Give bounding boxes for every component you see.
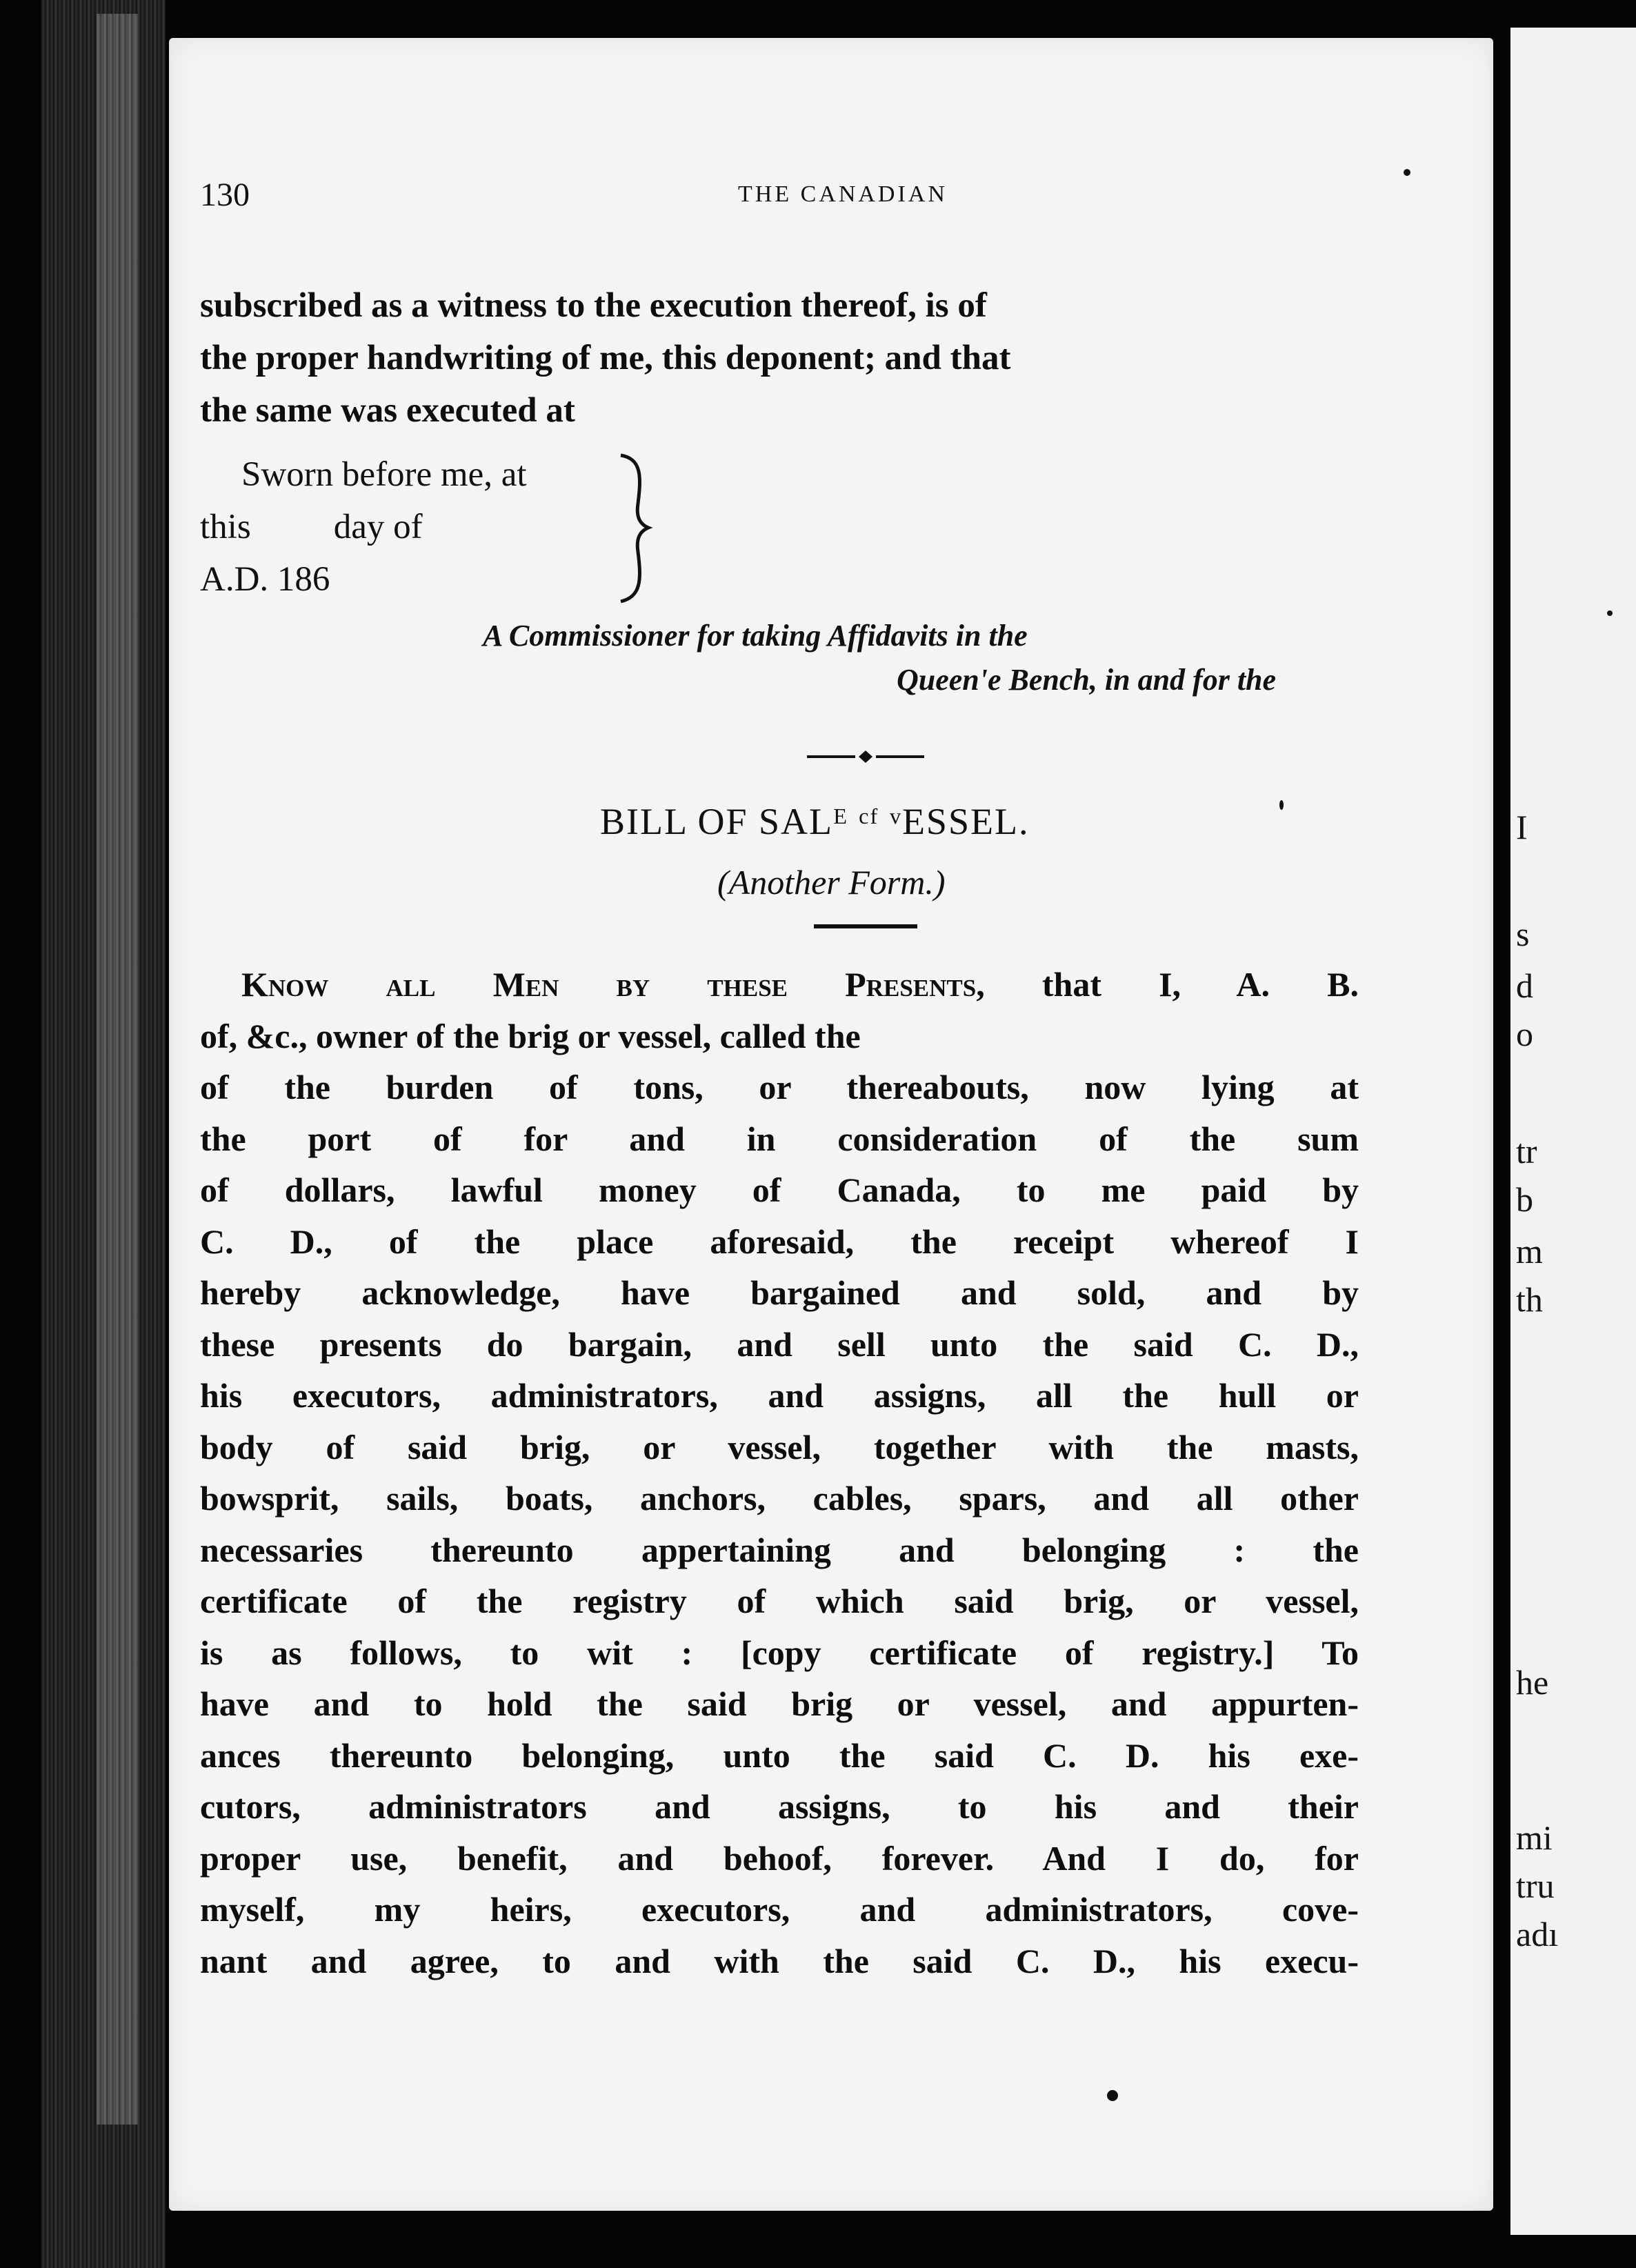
opening-rest: that I, A. B. <box>1041 965 1359 1004</box>
scan-speck <box>1279 800 1284 810</box>
sworn-block <box>200 448 821 606</box>
commissioner-line-1: A Commissioner for taking Affidavits in the <box>483 619 1028 653</box>
commissioner-signature-line <box>483 614 1276 702</box>
page-number: 130 <box>200 177 250 213</box>
right-brace-icon <box>614 448 655 607</box>
scan-speck <box>1404 169 1410 176</box>
body-line: myself, my heirs, executors, and administrators, cove- <box>200 1890 1359 1929</box>
scan-speck <box>1607 610 1613 616</box>
facing-fragment: tru <box>1516 1867 1555 1905</box>
body-line: ances thereunto belonging, unto the said C. D. his exe- <box>200 1735 1359 1775</box>
facing-fragment: th <box>1516 1280 1543 1319</box>
body-line: cutors, administrators and assigns, to his and their <box>200 1787 1359 1826</box>
sworn-line-2 <box>200 501 821 553</box>
body-line: his executors, administrators, and assigns, all the hull or <box>200 1376 1359 1415</box>
affidavit-line: the proper handwriting of me, this deponent; and that <box>200 339 1011 377</box>
body-line: bowsprit, sails, boats, anchors, cables, spars, and all other <box>200 1479 1359 1518</box>
page-stack-edge <box>97 14 138 2125</box>
section-title: BILL OF SALᴱ ᶜᶠ ᵛESSEL. <box>600 801 1030 842</box>
body-line: C. D., of the place aforesaid, the receipt whereof I <box>200 1222 1359 1261</box>
facing-fragment: he <box>1516 1663 1549 1702</box>
body-first-line <box>200 959 1359 1011</box>
sworn-line-1: Sworn before me, at <box>241 455 527 494</box>
scan-speck <box>1107 2090 1118 2101</box>
affidavit-line: the same was executed at <box>200 391 575 430</box>
body-line: of the burden of tons, or thereabouts, now lying at <box>200 1068 1359 1106</box>
facing-fragment: tr <box>1516 1132 1537 1171</box>
body-line: have and to hold the said brig or vessel, and appurten- <box>200 1684 1359 1723</box>
body-line: these presents do bargain, and sell unto the said C. D., <box>200 1324 1359 1364</box>
facing-fragment: mi <box>1516 1818 1553 1857</box>
body-line: nant and agree, to and with the said C. D., his execu- <box>200 1941 1359 1980</box>
facing-fragment: m <box>1516 1232 1543 1271</box>
sworn-this: this <box>200 508 251 546</box>
running-head: THE CANADIAN <box>738 181 948 207</box>
affidavit-text <box>200 279 1366 437</box>
facing-fragment: adı <box>1516 1915 1559 1953</box>
affidavit-line: subscribed as a witness to the execution thereof, is of <box>200 286 987 325</box>
body-line: the port of for and in consideration of the sum <box>200 1119 1359 1158</box>
body-line: hereby acknowledge, have bargained and sold, and by <box>200 1273 1359 1312</box>
body-line: of, &c., owner of the brig or vessel, called the <box>200 1016 861 1055</box>
facing-fragment: d <box>1516 966 1533 1005</box>
opening-smallcaps: Know all Men by these Presents, <box>241 965 985 1004</box>
commissioner-line-2: Queen'e Bench, in and for the <box>897 663 1277 697</box>
body-line: is as follows, to wit : [copy certificate of registry.] To <box>200 1633 1359 1672</box>
sworn-day-of: day of <box>333 508 423 546</box>
body-line: body of said brig, or vessel, together with the masts, <box>200 1427 1359 1466</box>
section-rule <box>814 924 917 928</box>
facing-fragment: s <box>1516 915 1530 953</box>
facing-page-edge <box>1510 28 1636 2235</box>
section-ornament-icon <box>807 746 924 767</box>
sworn-line-3: A.D. 186 <box>200 560 330 599</box>
section-subtitle: (Another Form.) <box>717 863 946 902</box>
facing-fragment: I <box>1516 808 1528 846</box>
facing-fragment: o <box>1516 1015 1533 1053</box>
page-header <box>200 176 1366 231</box>
body-line: necessaries thereunto appertaining and belonging : the <box>200 1530 1359 1569</box>
body-line: proper use, benefit, and behoof, forever. And I do, for <box>200 1838 1359 1878</box>
body-line: of dollars, lawful money of Canada, to me paid by <box>200 1171 1359 1209</box>
facing-fragment: b <box>1516 1180 1533 1219</box>
bill-of-sale-text <box>200 959 1359 1987</box>
body-line: certificate of the registry of which said brig, or vessel, <box>200 1582 1359 1620</box>
